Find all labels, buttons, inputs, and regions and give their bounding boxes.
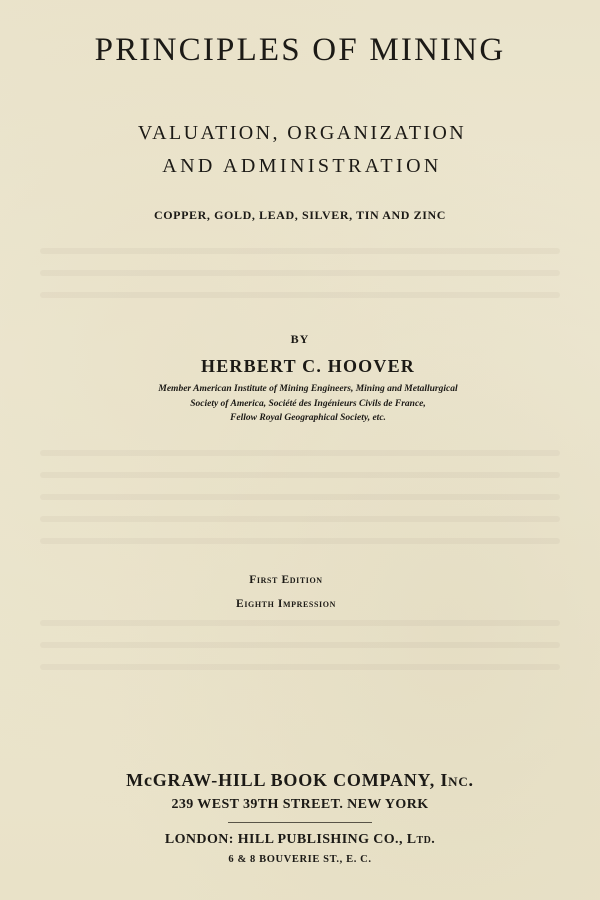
publisher-line <box>0 770 600 791</box>
metals-line: COPPER, GOLD, LEAD, SILVER, TIN AND ZINC <box>153 208 447 222</box>
publisher-address: 239 WEST 39TH STREET. NEW YORK <box>171 797 429 812</box>
bleed-through-line <box>40 620 560 626</box>
author-affiliation-line-1: Member American Institute of Mining Engineers, Mining and Metallurgical <box>158 384 458 394</box>
bleed-through-line <box>40 450 560 456</box>
bleed-through-line <box>40 642 560 648</box>
author-affiliation-line-2: Society of America, Société des Ingénieurs Civils de France, <box>190 399 426 409</box>
subtitle-line-1: VALUATION, ORGANIZATION <box>137 122 467 144</box>
bleed-through-line <box>40 516 560 522</box>
bleed-through-line <box>40 270 560 276</box>
author-name: HERBERT C. HOOVER <box>201 356 415 376</box>
london-publisher-suffix: Ltd. <box>406 832 436 847</box>
bleed-through-line <box>40 664 560 670</box>
book-title: PRINCIPLES OF MINING <box>94 32 506 68</box>
london-publisher-name: LONDON: HILL PUBLISHING CO., <box>164 832 403 847</box>
imprint-divider <box>228 822 372 823</box>
publisher-suffix: Inc. <box>440 770 474 790</box>
publisher-name: McGRAW-HILL BOOK COMPANY, <box>126 770 436 790</box>
bleed-through-line <box>40 494 560 500</box>
london-publisher-line <box>0 832 600 848</box>
by-label: BY <box>290 332 310 346</box>
edition-label: First Edition <box>249 574 323 586</box>
impression-label: Eighth Impression <box>236 598 336 610</box>
subtitle-line-2: AND ADMINISTRATION <box>162 155 442 177</box>
bleed-through-line <box>40 292 560 298</box>
london-address: 6 & 8 BOUVERIE ST., E. C. <box>228 854 372 865</box>
bleed-through-line <box>40 538 560 544</box>
bleed-through-line <box>40 472 560 478</box>
bleed-through-line <box>40 248 560 254</box>
author-affiliation-line-3: Fellow Royal Geographical Society, etc. <box>230 413 386 423</box>
